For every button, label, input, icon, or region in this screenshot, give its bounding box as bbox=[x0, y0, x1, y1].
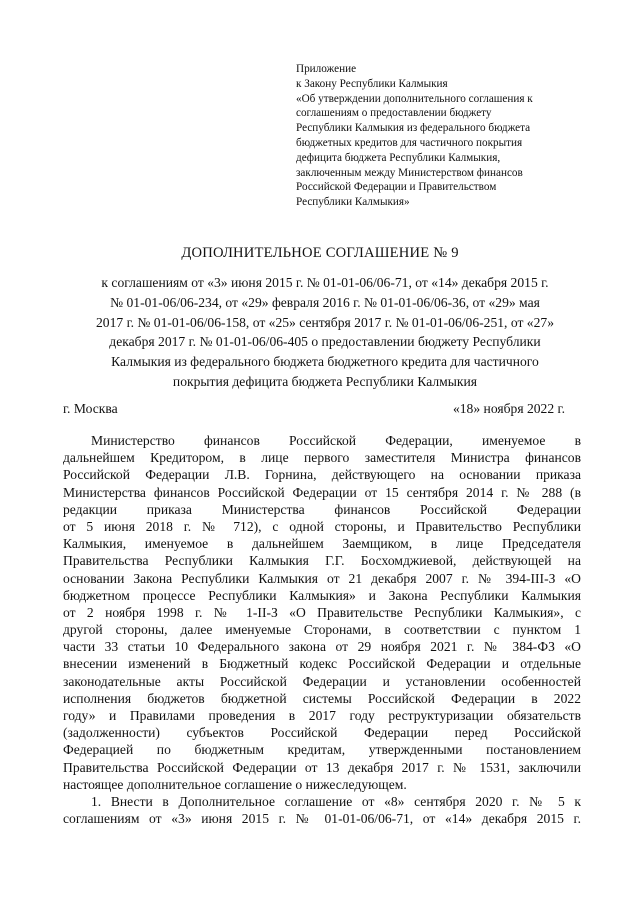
appendix-line: дефицита бюджета Республики Калмыкия, bbox=[296, 151, 501, 164]
body-line: Федерацией по бюджетным кредитам, утвержденными постановлением bbox=[63, 742, 581, 758]
subtitle-line: № 01-01-06/06-234, от «29» февраля 2016 г. № 01-01-06/06-36, от «29» мая bbox=[110, 294, 540, 310]
subtitle-line: декабря 2017 г. № 01-01-06/06-405 о предоставлении бюджету Республики bbox=[109, 334, 541, 350]
body-line: Калмыкия, именуемое в дальнейшем Заемщиком, в лице Председателя bbox=[63, 536, 581, 552]
appendix-line: к Закону Республики Калмыкия bbox=[296, 77, 448, 90]
document-title: ДОПОЛНИТЕЛЬНОЕ СОГЛАШЕНИЕ № 9 bbox=[181, 245, 459, 261]
subtitle-line: к соглашениям от «3» июня 2015 г. № 01-01-06/06-71, от «14» декабря 2015 г. bbox=[101, 275, 549, 290]
appendix-line: Российской Федерации и Правительством bbox=[296, 181, 497, 194]
body-text bbox=[63, 432, 581, 827]
body-line: Министерства финансов Российской Федерации от 15 сентября 2014 г. № 288 (в bbox=[63, 484, 581, 500]
body-line: законодательные акты Российской Федерации и установлении особенностей bbox=[63, 673, 581, 689]
appendix-line: Республики Калмыкия из федерального бюджета bbox=[296, 122, 531, 135]
appendix-line: соглашениям о предоставлении бюджету bbox=[296, 107, 492, 120]
body-line: бюджетном процессе Республики Калмыкия» и Закона Республики Калмыкия bbox=[63, 587, 581, 603]
appendix-line: Приложение bbox=[296, 63, 357, 75]
document-subtitle bbox=[60, 273, 590, 392]
body-line: части 33 статьи 10 Федерального закона от 29 ноября 2021 г. № 384-ФЗ «О bbox=[63, 639, 581, 655]
body-line: от 5 июня 2018 г. № 712), с одной стороны, и Правительство Республики bbox=[63, 518, 581, 534]
appendix-line: Республики Калмыкия» bbox=[296, 196, 410, 209]
place: г. Москва bbox=[63, 401, 118, 416]
body-line: дальнейшем Кредитором, в лице первого заместителя Министра финансов bbox=[63, 450, 581, 466]
appendix-line: заключенным между Министерством финансов bbox=[296, 166, 523, 179]
body-line: настоящее дополнительное соглашение о нижеследующем. bbox=[63, 776, 407, 792]
body-line: Правительства Российской Федерации от 13 декабря 2017 г. № 1531, заключили bbox=[63, 759, 581, 775]
body-line: исполнения бюджетов бюджетной системы Российской Федерации в 2022 bbox=[63, 690, 581, 706]
body-line: Министерство финансов Российской Федерации, именуемое в bbox=[91, 433, 581, 448]
body-line: (задолженности) субъектов Российской Федерации перед Российской bbox=[63, 725, 581, 741]
body-line: от 2 ноября 1998 г. № 1-II-З «О Правительстве Республики Калмыкия», с bbox=[63, 604, 581, 620]
body-line: соглашениям от «3» июня 2015 г. № 01-01-06/06-71, от «14» декабря 2015 г. bbox=[63, 811, 581, 827]
appendix-line: бюджетных кредитов для частичного покрытия bbox=[296, 136, 523, 149]
body-line: редакции приказа Министерства финансов Российской Федерации bbox=[63, 501, 581, 517]
body-line: 1. Внести в Дополнительное соглашение от «8» сентября 2020 г. № 5 к bbox=[91, 793, 581, 809]
body-line: Российской Федерации Л.В. Горнина, действующего на основании приказа bbox=[63, 467, 581, 483]
body-line: основании Закона Республики Калмыкия от 21 декабря 2007 г. № 394-III-З «О bbox=[63, 570, 581, 586]
appendix-block bbox=[296, 62, 586, 210]
place-date-row bbox=[63, 401, 565, 417]
body-line: Правительства Республики Калмыкия Г.Г. Босхомджиевой, действующей на bbox=[63, 553, 581, 569]
subtitle-line: покрытия дефицита бюджета Республики Калмыкия bbox=[172, 373, 478, 389]
body-line: году» и Правилами проведения в 2017 году реструктуризации обязательств bbox=[63, 708, 581, 723]
date: «18» ноября 2022 г. bbox=[452, 401, 565, 416]
subtitle-line: Калмыкия из федерального бюджета бюджетного кредита для частичного bbox=[111, 354, 539, 370]
appendix-line: «Об утверждении дополнительного соглашения к bbox=[296, 92, 533, 105]
subtitle-line: 2017 г. № 01-01-06/06-158, от «25» сентября 2017 г. № 01-01-06/06-251, от «27» bbox=[96, 314, 554, 330]
body-line: внесении изменений в Бюджетный кодекс Российской Федерации и отдельные bbox=[63, 656, 581, 672]
body-line: другой стороны, далее именуемые Сторонами, в соответствии с пунктом 1 bbox=[63, 622, 581, 638]
